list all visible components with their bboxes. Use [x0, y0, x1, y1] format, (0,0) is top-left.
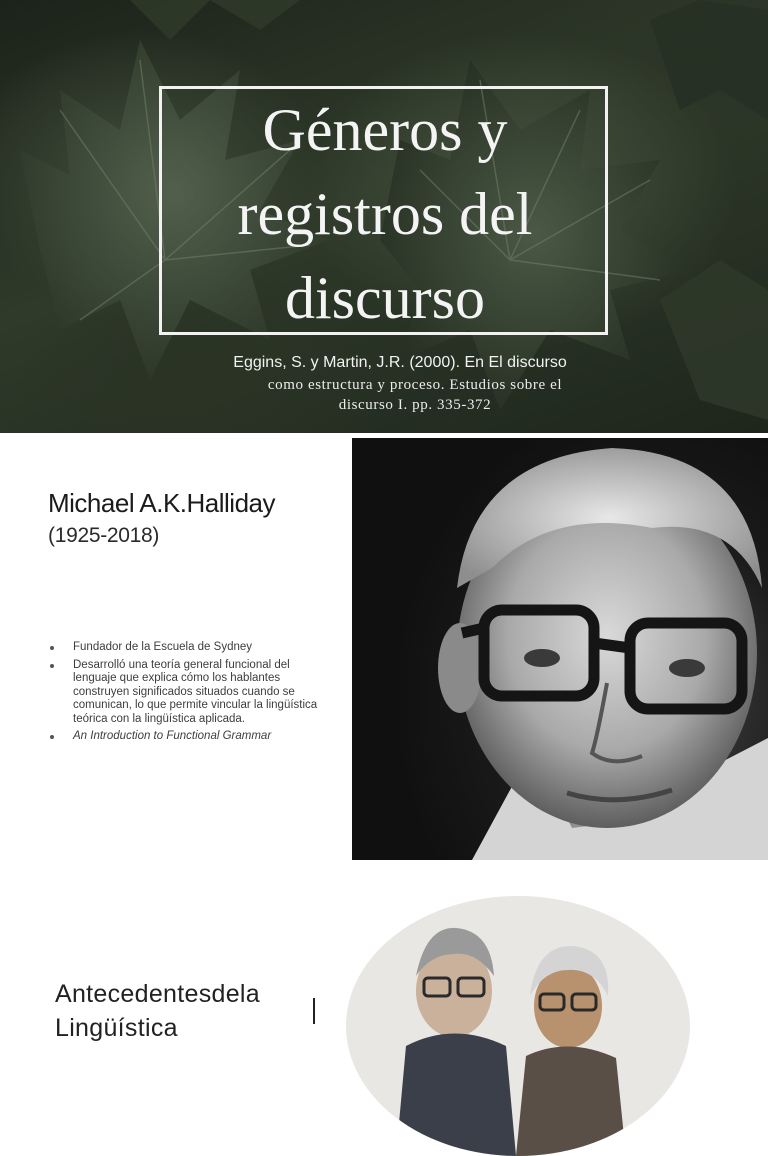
list-item-text: Fundador de la Escuela de Sydney — [73, 641, 253, 653]
person-name: Michael A.K.Halliday — [48, 488, 275, 518]
couple-illustration — [346, 896, 690, 1156]
title-line: registros del — [237, 181, 533, 247]
citation-line: Eggins, S. y Martin, J.R. (2000). En El discurso — [233, 354, 567, 371]
person-years: (1925-2018) — [48, 524, 160, 547]
list-item — [48, 659, 328, 727]
title-slide — [0, 0, 768, 433]
bullet-icon — [50, 664, 54, 668]
page-title — [165, 88, 605, 340]
citation-line: discurso I. pp. 335-372 — [338, 397, 492, 413]
halliday-portrait-photo — [352, 438, 768, 860]
list-item-text: An Introduction to Functional Grammar — [73, 730, 272, 742]
section-title-line2: Lingüística — [55, 1014, 178, 1042]
portrait-illustration — [352, 438, 768, 860]
vertical-divider — [313, 998, 315, 1024]
bullet-icon — [50, 646, 54, 650]
title-line: Géneros y — [262, 97, 508, 163]
bullet-icon — [50, 735, 54, 739]
list-item — [48, 641, 328, 655]
section-title: Antecedentesdela — [55, 980, 260, 1008]
list-item — [48, 730, 328, 744]
list-item-text: Desarrolló una teoría general funcional del lenguaje que explica cómo los hablantes construyen significados situados cuando se comunican, lo que permite vincular la lingüística teórica con la lingüística aplicada. — [73, 658, 318, 725]
bullet-list — [48, 641, 328, 748]
citation-line: como estructura y proceso. Estudios sobre el — [267, 377, 563, 393]
title-line: discurso — [285, 265, 485, 331]
couple-photo — [346, 896, 690, 1156]
